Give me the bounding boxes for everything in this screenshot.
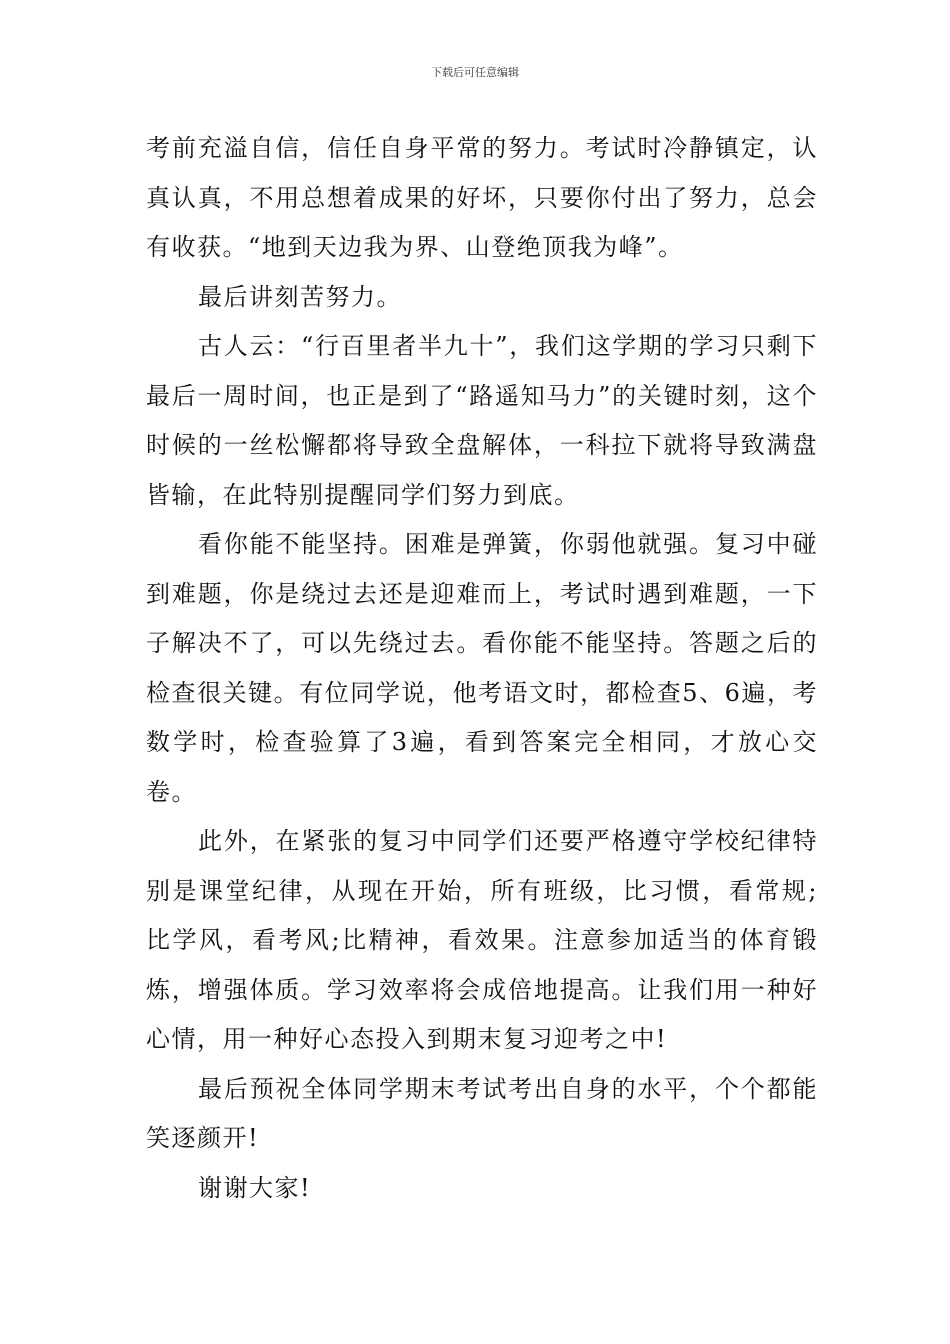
paragraph-best-wishes: 最后预祝全体同学期末考试考出自身的水平，个个都能笑逐颜开! — [146, 1074, 818, 1152]
paragraph-ancient-saying: 古人云：“行百里者半九十”，我们这学期的学习只剩下最后一周时间，也正是到了“路遥知马力”的关键时刻，这个时候的一丝松懈都将导致全盘解体，一科拉下就将导致满盘皆输，在此特别提醒同学们努力到底。 — [146, 332, 818, 509]
paragraph-perseverance: 看你能不能坚持。困难是弹簧，你弱他就强。复习中碰到难题，你是绕过去还是迎难而上，考试时遇到难题，一下子解决不了，可以先绕过去。看你能不能坚持。答题之后的检查很关键。有位同学说，他考语文时，都检查5、6遍，考数学时，检查验算了3遍，看到答案完全相同，才放心交卷。 — [146, 530, 818, 806]
paragraph-discipline: 此外，在紧张的复习中同学们还要严格遵守学校纪律特别是课堂纪律，从现在开始，所有班级，比习惯，看常规;比学风，看考风;比精神，看效果。注意参加适当的体育锻炼，增强体质。学习效率将会成倍地提高。让我们用一种好心情，用一种好心态投入到期末复习迎考之中! — [146, 827, 818, 1053]
document-body — [146, 124, 818, 1213]
paragraph-thanks: 谢谢大家! — [198, 1173, 312, 1202]
page-header: 下载后可任意编辑 — [431, 66, 519, 79]
paragraph-hard-work-intro: 最后讲刻苦努力。 — [198, 282, 402, 311]
paragraph-confidence: 考前充溢自信，信任自身平常的努力。考试时冷静镇定，认真认真，不用总想着成果的好坏，只要你付出了努力，总会有收获。“地到天边我为界、山登绝顶我为峰”。 — [146, 134, 818, 261]
